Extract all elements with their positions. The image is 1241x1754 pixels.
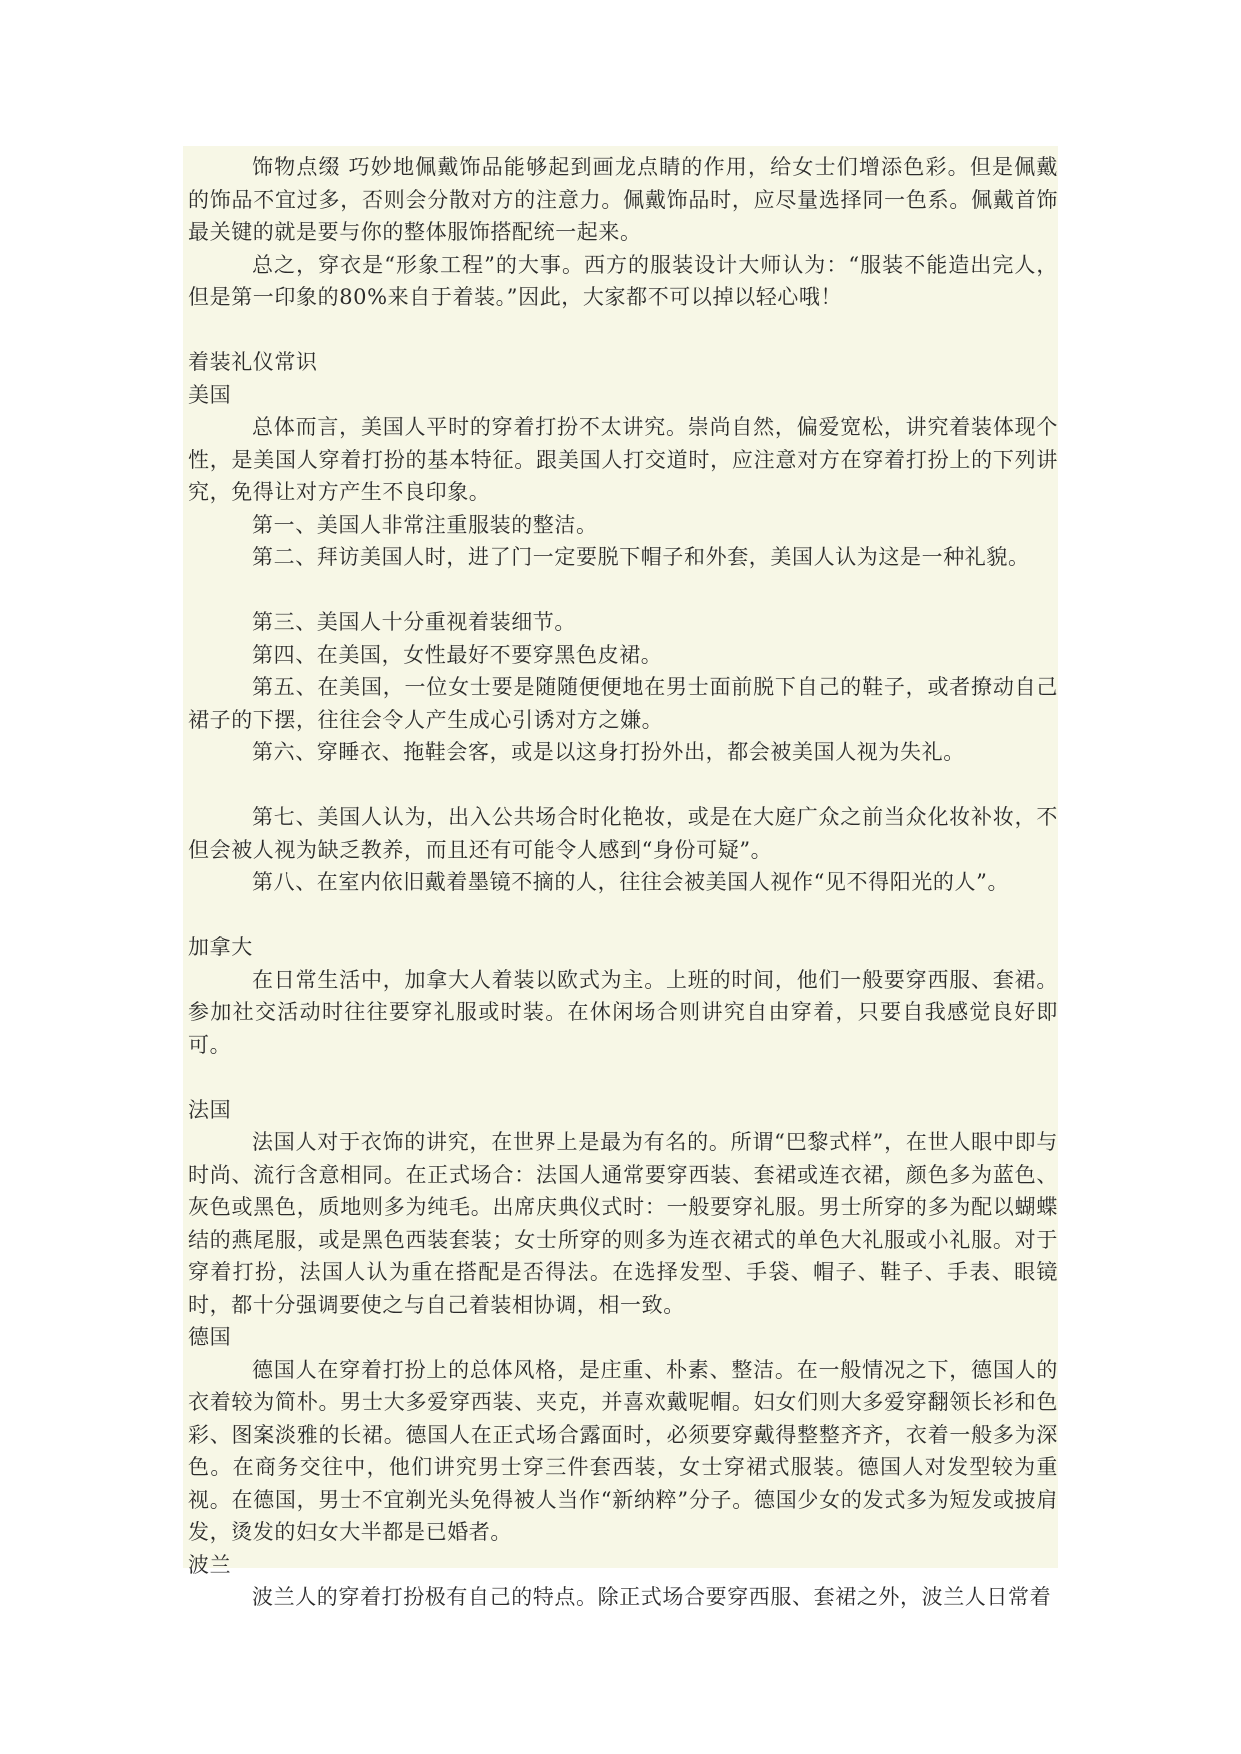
paragraph: 第三、美国人十分重视着装细节。 — [252, 610, 576, 634]
section-heading: 美国 — [188, 382, 232, 407]
paragraph: 德国人在穿着打扮上的总体风格，是庄重、朴素、整洁。在一般情况之下，德国人的衣着较为简朴。男士大多爱穿西装、夹克，并喜欢戴呢帽。妇女们则大多爱穿翻领长衫和色彩、图案淡雅的长裙。德国人在正式场合露面时，必须要穿戴得整整齐齐，衣着一般多为深色。在商务交往中，他们讲究男士穿三件套西装，女士穿裙式服装。德国人对发型较为重视。在德国，男士不宜剃光头免得被人当作“新纳粹”分子。德国少女的发式多为短发或披肩发，烫发的妇女大半都是已婚者。 — [188, 1357, 1058, 1544]
paragraph: 总体而言，美国人平时的穿着打扮不太讲究。崇尚自然，偏爱宽松，讲究着装体现个性，是美国人穿着打扮的基本特征。跟美国人打交道时，应注意对方在穿着打扮上的下列讲究，免得让对方产生不良印象。 — [188, 415, 1058, 504]
paragraph: 第六、穿睡衣、拖鞋会客，或是以这身打扮外出，都会被美国人视为失礼。 — [252, 740, 965, 764]
blank-line — [188, 899, 1058, 932]
blank-line — [188, 769, 1058, 802]
section-heading: 加拿大 — [188, 935, 253, 959]
blank-line — [188, 314, 1058, 347]
paragraph: 法国人对于衣饰的讲究，在世界上是最为有名的。所谓“巴黎式样”，在世人眼中即与时尚、流行含意相同。在正式场合：法国人通常要穿西装、套裙或连衣裙，颜色多为蓝色、灰色或黑色，质地则多为纯毛。出席庆典仪式时：一般要穿礼服。男士所穿的多为配以蝴蝶结的燕尾服，或是黑色西装套装；女士所穿的则多为连衣裙式的单色大礼服或小礼服。对于穿着打扮，法国人认为重在搭配是否得法。在选择发型、手袋、帽子、鞋子、手表、眼镜时，都十分强调要使之与自己着装相协调，相一致。 — [188, 1130, 1058, 1317]
paragraph: 第五、在美国，一位女士要是随随便便地在男士面前脱下自己的鞋子，或者撩动自己裙子的下摆，往往会令人产生成心引诱对方之嫌。 — [188, 675, 1058, 732]
section-heading: 波兰 — [188, 1552, 232, 1577]
blank-line — [188, 574, 1058, 607]
paragraph: 在日常生活中，加拿大人着装以欧式为主。上班的时间，他们一般要穿西服、套裙。参加社交活动时往往要穿礼服或时装。在休闲场合则讲究自由穿着，只要自我感觉良好即可。 — [188, 967, 1058, 1057]
document-body — [188, 151, 1058, 1614]
paragraph: 第一、美国人非常注重服装的整洁。 — [252, 512, 598, 537]
blank-line — [188, 1061, 1058, 1094]
section-heading: 着装礼仪常识 — [188, 350, 318, 374]
paragraph: 波兰人的穿着打扮极有自己的特点。除正式场合要穿西服、套裙之外，波兰人日常着 — [252, 1585, 1052, 1609]
paragraph: 第四、在美国，女性最好不要穿黑色皮裙。 — [252, 642, 663, 667]
section-heading: 法国 — [188, 1097, 232, 1122]
paragraph: 第七、美国人认为，出入公共场合时化艳妆，或是在大庭广众之前当众化妆补妆，不但会被人视为缺乏教养，而且还有可能令人感到“身份可疑”。 — [188, 805, 1058, 862]
paragraph: 第二、拜访美国人时，进了门一定要脱下帽子和外套，美国人认为这是一种礼貌。 — [252, 545, 1030, 569]
section-heading: 德国 — [188, 1325, 232, 1349]
paragraph: 饰物点缀 巧妙地佩戴饰品能够起到画龙点睛的作用，给女士们增添色彩。但是佩戴的饰品不宜过多，否则会分散对方的注意力。佩戴饰品时，应尽量选择同一色系。佩戴首饰最关键的就是要与你的整体服饰搭配统一起来。 — [188, 155, 1058, 244]
paragraph: 第八、在室内依旧戴着墨镜不摘的人，往往会被美国人视作“见不得阳光的人”。 — [252, 870, 1010, 894]
paragraph: 总之，穿衣是“形象工程”的大事。西方的服装设计大师认为：“服装不能造出完人，但是第一印象的80%来自于着装。”因此，大家都不可以掉以轻心哦！ — [188, 252, 1058, 309]
